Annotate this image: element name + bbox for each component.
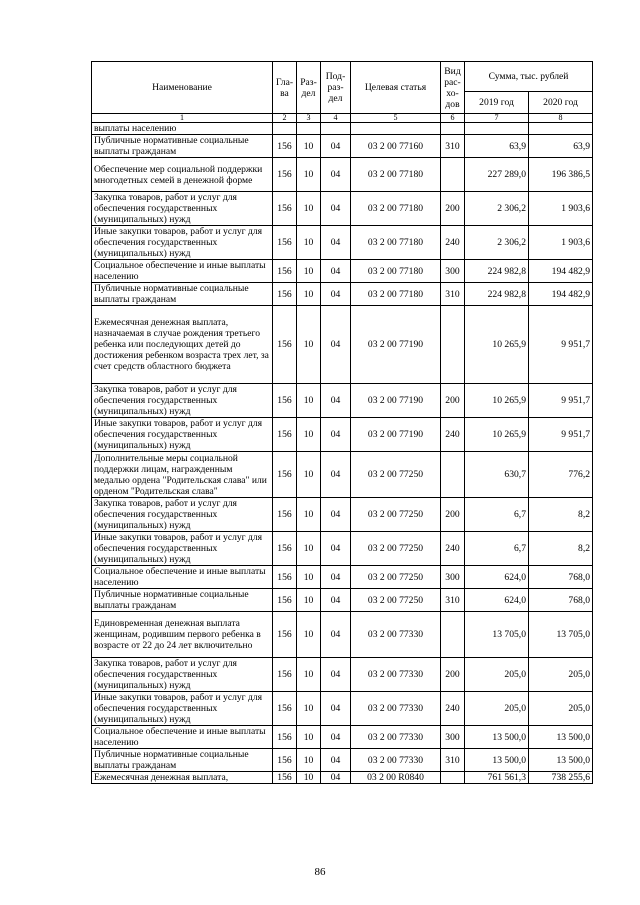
column-number: 4 <box>321 114 351 123</box>
table-row <box>92 123 593 135</box>
table-row <box>92 158 593 192</box>
expense-type-code <box>441 452 465 498</box>
item-name: Публичные нормативные социальные выплаты гражданам <box>92 749 273 772</box>
amount-2019: 227 289,0 <box>465 158 529 192</box>
amount-2019: 13 500,0 <box>465 726 529 749</box>
amount-2019: 13 500,0 <box>465 749 529 772</box>
expense-type-code: 300 <box>441 726 465 749</box>
expense-type-code: 200 <box>441 498 465 532</box>
amount-2019: 624,0 <box>465 589 529 612</box>
chapter-code: 156 <box>273 306 297 384</box>
subsection-code: 04 <box>321 658 351 692</box>
amount-2020: 205,0 <box>529 692 593 726</box>
amount-2020: 13 500,0 <box>529 726 593 749</box>
chapter-code: 156 <box>273 418 297 452</box>
chapter-code: 156 <box>273 726 297 749</box>
subsection-code: 04 <box>321 749 351 772</box>
item-name: Ежемесячная денежная выплата, <box>92 772 273 784</box>
expense-type-code: 200 <box>441 192 465 226</box>
expense-type-code <box>441 123 465 135</box>
section-code: 10 <box>297 283 321 306</box>
chapter-code: 156 <box>273 658 297 692</box>
expense-type-code: 240 <box>441 226 465 260</box>
item-name: Единовременная денежная выплата женщинам, родившим первого ребенка в возрасте от 22 до 24 лет включительно <box>92 612 273 658</box>
subsection-code: 04 <box>321 589 351 612</box>
chapter-code: 156 <box>273 283 297 306</box>
section-code: 10 <box>297 566 321 589</box>
table-row <box>92 566 593 589</box>
subsection-code: 04 <box>321 612 351 658</box>
target-article-code: 03 2 00 77180 <box>351 226 441 260</box>
item-name: Обеспечение мер социальной поддержки многодетных семей в денежной форме <box>92 158 273 192</box>
chapter-code: 156 <box>273 158 297 192</box>
section-code: 10 <box>297 692 321 726</box>
item-name: Закупка товаров, работ и услуг для обеспечения государственных (муниципальных) нужд <box>92 192 273 226</box>
subsection-code: 04 <box>321 498 351 532</box>
table-row <box>92 384 593 418</box>
column-number: 3 <box>297 114 321 123</box>
subsection-code: 04 <box>321 418 351 452</box>
target-article-code: 03 2 00 77250 <box>351 566 441 589</box>
header-year-2020: 2020 год <box>529 92 593 114</box>
amount-2019: 10 265,9 <box>465 384 529 418</box>
amount-2019: 761 561,3 <box>465 772 529 784</box>
amount-2019: 63,9 <box>465 135 529 158</box>
table-row <box>92 283 593 306</box>
amount-2020 <box>529 123 593 135</box>
subsection-code: 04 <box>321 566 351 589</box>
item-name: Социальное обеспечение и иные выплаты населению <box>92 566 273 589</box>
chapter-code: 156 <box>273 566 297 589</box>
amount-2019 <box>465 123 529 135</box>
amount-2019: 224 982,8 <box>465 260 529 283</box>
subsection-code: 04 <box>321 158 351 192</box>
amount-2020: 196 386,5 <box>529 158 593 192</box>
subsection-code: 04 <box>321 226 351 260</box>
section-code: 10 <box>297 658 321 692</box>
item-name: выплаты населению <box>92 123 273 135</box>
table-row <box>92 658 593 692</box>
header-subsection: Под-раз-дел <box>321 62 351 114</box>
table-row <box>92 532 593 566</box>
target-article-code: 03 2 00 77330 <box>351 692 441 726</box>
header-chapter: Гла-ва <box>273 62 297 114</box>
item-name: Закупка товаров, работ и услуг для обеспечения государственных (муниципальных) нужд <box>92 384 273 418</box>
amount-2020: 13 705,0 <box>529 612 593 658</box>
subsection-code: 04 <box>321 772 351 784</box>
chapter-code: 156 <box>273 135 297 158</box>
table-row <box>92 589 593 612</box>
table-row <box>92 452 593 498</box>
amount-2020: 8,2 <box>529 532 593 566</box>
chapter-code: 156 <box>273 749 297 772</box>
expense-type-code: 200 <box>441 658 465 692</box>
section-code: 10 <box>297 726 321 749</box>
item-name: Иные закупки товаров, работ и услуг для обеспечения государственных (муниципальных) нужд <box>92 418 273 452</box>
section-code: 10 <box>297 498 321 532</box>
target-article-code: 03 2 00 77180 <box>351 283 441 306</box>
target-article-code: 03 2 00 77330 <box>351 726 441 749</box>
section-code: 10 <box>297 749 321 772</box>
target-article-code: 03 2 00 77330 <box>351 612 441 658</box>
amount-2019: 6,7 <box>465 532 529 566</box>
item-name: Публичные нормативные социальные выплаты гражданам <box>92 135 273 158</box>
item-name: Публичные нормативные социальные выплаты гражданам <box>92 283 273 306</box>
section-code: 10 <box>297 306 321 384</box>
column-number-row <box>92 114 593 123</box>
expense-type-code <box>441 306 465 384</box>
section-code: 10 <box>297 158 321 192</box>
target-article-code: 03 2 00 77250 <box>351 589 441 612</box>
subsection-code: 04 <box>321 283 351 306</box>
amount-2019: 205,0 <box>465 692 529 726</box>
table-row <box>92 135 593 158</box>
item-name: Социальное обеспечение и иные выплаты населению <box>92 260 273 283</box>
table-row <box>92 498 593 532</box>
target-article-code: 03 2 00 77190 <box>351 306 441 384</box>
target-article-code: 03 2 00 77190 <box>351 418 441 452</box>
subsection-code: 04 <box>321 384 351 418</box>
amount-2020: 738 255,6 <box>529 772 593 784</box>
section-code <box>297 123 321 135</box>
subsection-code: 04 <box>321 692 351 726</box>
target-article-code <box>351 123 441 135</box>
chapter-code: 156 <box>273 384 297 418</box>
section-code: 10 <box>297 260 321 283</box>
expense-type-code <box>441 772 465 784</box>
subsection-code: 04 <box>321 532 351 566</box>
chapter-code: 156 <box>273 192 297 226</box>
table-row <box>92 692 593 726</box>
column-number: 7 <box>465 114 529 123</box>
section-code: 10 <box>297 589 321 612</box>
target-article-code: 03 2 00 77180 <box>351 192 441 226</box>
target-article-code: 03 2 00 77330 <box>351 658 441 692</box>
amount-2020: 13 500,0 <box>529 749 593 772</box>
target-article-code: 03 2 00 77250 <box>351 452 441 498</box>
item-name: Закупка товаров, работ и услуг для обеспечения государственных (муниципальных) нужд <box>92 498 273 532</box>
amount-2020: 9 951,7 <box>529 384 593 418</box>
table-row <box>92 772 593 784</box>
chapter-code <box>273 123 297 135</box>
table-row <box>92 749 593 772</box>
amount-2019: 205,0 <box>465 658 529 692</box>
item-name: Иные закупки товаров, работ и услуг для обеспечения государственных (муниципальных) нужд <box>92 226 273 260</box>
amount-2019: 13 705,0 <box>465 612 529 658</box>
page-number: 86 <box>314 866 326 878</box>
amount-2020: 9 951,7 <box>529 418 593 452</box>
table-row <box>92 226 593 260</box>
amount-2020: 194 482,9 <box>529 260 593 283</box>
target-article-code: 03 2 00 R0840 <box>351 772 441 784</box>
item-name: Закупка товаров, работ и услуг для обеспечения государственных (муниципальных) нужд <box>92 658 273 692</box>
table-row <box>92 306 593 384</box>
chapter-code: 156 <box>273 226 297 260</box>
expense-type-code: 300 <box>441 260 465 283</box>
header-expense-type: Вид рас-хо-дов <box>441 62 465 114</box>
table-row <box>92 260 593 283</box>
target-article-code: 03 2 00 77250 <box>351 532 441 566</box>
expense-type-code <box>441 612 465 658</box>
section-code: 10 <box>297 612 321 658</box>
chapter-code: 156 <box>273 260 297 283</box>
column-number: 8 <box>529 114 593 123</box>
target-article-code: 03 2 00 77190 <box>351 384 441 418</box>
amount-2020: 776,2 <box>529 452 593 498</box>
target-article-code: 03 2 00 77180 <box>351 158 441 192</box>
amount-2019: 10 265,9 <box>465 306 529 384</box>
expense-type-code: 240 <box>441 418 465 452</box>
item-name: Иные закупки товаров, работ и услуг для обеспечения государственных (муниципальных) нужд <box>92 692 273 726</box>
section-code: 10 <box>297 384 321 418</box>
subsection-code <box>321 123 351 135</box>
expense-type-code: 300 <box>441 566 465 589</box>
table-row <box>92 192 593 226</box>
chapter-code: 156 <box>273 589 297 612</box>
subsection-code: 04 <box>321 306 351 384</box>
subsection-code: 04 <box>321 260 351 283</box>
header-sum: Сумма, тыс. рублей <box>465 62 593 92</box>
target-article-code: 03 2 00 77160 <box>351 135 441 158</box>
column-number: 6 <box>441 114 465 123</box>
expense-type-code: 240 <box>441 532 465 566</box>
item-name: Социальное обеспечение и иные выплаты населению <box>92 726 273 749</box>
amount-2020: 63,9 <box>529 135 593 158</box>
subsection-code: 04 <box>321 452 351 498</box>
table-row <box>92 612 593 658</box>
column-number: 5 <box>351 114 441 123</box>
chapter-code: 156 <box>273 772 297 784</box>
header-name: Наименование <box>92 62 273 114</box>
amount-2020: 768,0 <box>529 589 593 612</box>
amount-2020: 768,0 <box>529 566 593 589</box>
column-number: 1 <box>92 114 273 123</box>
section-code: 10 <box>297 226 321 260</box>
section-code: 10 <box>297 532 321 566</box>
expense-type-code: 240 <box>441 692 465 726</box>
table-row <box>92 418 593 452</box>
section-code: 10 <box>297 452 321 498</box>
item-name: Ежемесячная денежная выплата, назначаемая в случае рождения третьего ребенка или последующих детей до достижения ребенком возраста трех лет, за счет средств областного бюджета <box>92 306 273 384</box>
expense-type-code: 310 <box>441 749 465 772</box>
chapter-code: 156 <box>273 692 297 726</box>
expense-type-code: 200 <box>441 384 465 418</box>
header-target-article: Целевая статья <box>351 62 441 114</box>
chapter-code: 156 <box>273 532 297 566</box>
item-name: Иные закупки товаров, работ и услуг для обеспечения государственных (муниципальных) нужд <box>92 532 273 566</box>
subsection-code: 04 <box>321 192 351 226</box>
target-article-code: 03 2 00 77330 <box>351 749 441 772</box>
item-name: Дополнительные меры социальной поддержки лицам, награжденным медалью ордена "Родительская слава" или орденом "Родительская слава" <box>92 452 273 498</box>
amount-2020: 9 951,7 <box>529 306 593 384</box>
header-year-2019: 2019 год <box>465 92 529 114</box>
table-row <box>92 726 593 749</box>
chapter-code: 156 <box>273 498 297 532</box>
amount-2019: 624,0 <box>465 566 529 589</box>
section-code: 10 <box>297 772 321 784</box>
amount-2020: 1 903,6 <box>529 226 593 260</box>
section-code: 10 <box>297 418 321 452</box>
amount-2020: 1 903,6 <box>529 192 593 226</box>
amount-2019: 630,7 <box>465 452 529 498</box>
target-article-code: 03 2 00 77250 <box>351 498 441 532</box>
subsection-code: 04 <box>321 726 351 749</box>
amount-2019: 10 265,9 <box>465 418 529 452</box>
chapter-code: 156 <box>273 612 297 658</box>
amount-2019: 2 306,2 <box>465 192 529 226</box>
amount-2020: 194 482,9 <box>529 283 593 306</box>
amount-2019: 224 982,8 <box>465 283 529 306</box>
expense-type-code: 310 <box>441 283 465 306</box>
amount-2019: 2 306,2 <box>465 226 529 260</box>
budget-table <box>91 61 593 784</box>
subsection-code: 04 <box>321 135 351 158</box>
section-code: 10 <box>297 135 321 158</box>
item-name: Публичные нормативные социальные выплаты гражданам <box>92 589 273 612</box>
chapter-code: 156 <box>273 452 297 498</box>
amount-2020: 205,0 <box>529 658 593 692</box>
expense-type-code <box>441 158 465 192</box>
amount-2019: 6,7 <box>465 498 529 532</box>
section-code: 10 <box>297 192 321 226</box>
expense-type-code: 310 <box>441 135 465 158</box>
target-article-code: 03 2 00 77180 <box>351 260 441 283</box>
header-section: Раз-дел <box>297 62 321 114</box>
expense-type-code: 310 <box>441 589 465 612</box>
column-number: 2 <box>273 114 297 123</box>
amount-2020: 8,2 <box>529 498 593 532</box>
